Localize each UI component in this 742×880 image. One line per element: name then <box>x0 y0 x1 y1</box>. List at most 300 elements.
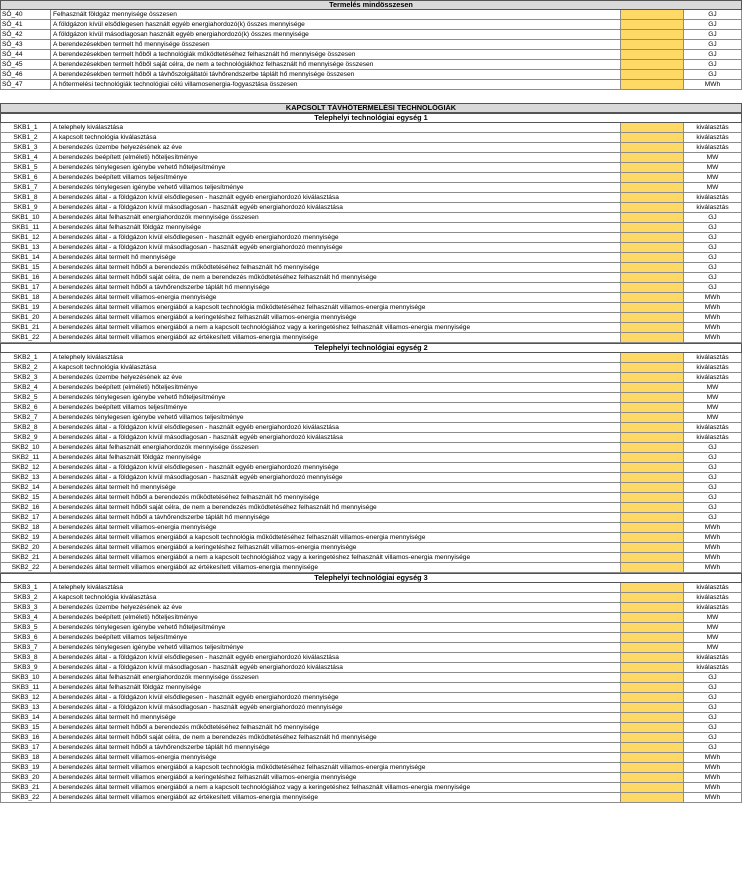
table-row <box>0 283 742 293</box>
row-description: A telephely kiválasztása <box>51 123 621 132</box>
table-row <box>0 633 742 643</box>
value-input-cell[interactable] <box>621 603 684 612</box>
table-row <box>0 30 742 40</box>
row-code: SKB1_18 <box>1 293 51 302</box>
table-row <box>0 423 742 433</box>
row-code: SKB2_19 <box>1 533 51 542</box>
value-input-cell[interactable] <box>621 193 684 202</box>
row-description: A berendezés által - a földgázon kívül elsődlegesen - használt egyéb energiahordozó mennyisége <box>51 233 621 242</box>
row-code: SKB1_11 <box>1 223 51 232</box>
value-input-cell[interactable] <box>621 643 684 652</box>
row-code: SKB2_10 <box>1 443 51 452</box>
row-unit: GJ <box>708 724 717 731</box>
row-code: SKB3_6 <box>1 633 51 642</box>
value-input-cell[interactable] <box>621 10 684 19</box>
value-input-cell[interactable] <box>621 763 684 772</box>
row-description: A földgázon kívül elsődlegesen használt egyéb energiahordozó(k) összes mennyisége <box>51 20 621 29</box>
table-row <box>0 203 742 213</box>
table-row <box>0 763 742 773</box>
value-input-cell[interactable] <box>621 453 684 462</box>
row-code: SKB2_3 <box>1 373 51 382</box>
row-description: A berendezés üzembe helyezésének az éve <box>51 143 621 152</box>
row-unit: MWh <box>704 764 721 771</box>
row-code: SKB2_12 <box>1 463 51 472</box>
value-input-cell[interactable] <box>621 303 684 312</box>
row-description: A berendezés által - a földgázon kívül másodlagosan - használt egyéb energiahordozó mennyisége <box>51 473 621 482</box>
value-input-cell[interactable] <box>621 723 684 732</box>
table-row <box>0 503 742 513</box>
row-description: A berendezés által - a földgázon kívül elsődlegesen - használt egyéb energiahordozó mennyisége <box>51 463 621 472</box>
table-row <box>0 273 742 283</box>
value-input-cell[interactable] <box>621 703 684 712</box>
row-description: A kapcsolt technológia kiválasztása <box>51 133 621 142</box>
table-row <box>0 473 742 483</box>
row-unit: MWh <box>704 554 721 561</box>
row-description: A berendezés beépített villamos teljesítménye <box>51 633 621 642</box>
row-unit: MWh <box>704 564 721 571</box>
value-input-cell[interactable] <box>621 40 684 49</box>
row-description: A berendezés ténylegesen igénybe vehető hőteljesítménye <box>51 393 621 402</box>
row-code: SKB2_17 <box>1 513 51 522</box>
value-input-cell[interactable] <box>621 653 684 662</box>
row-code: SKB2_16 <box>1 503 51 512</box>
row-description: A berendezés által termelt villamos energiából az értékesített villamos-energia mennyisége <box>51 333 621 342</box>
unit-title: Telephelyi technológiai egység 2 <box>0 343 742 353</box>
table-row <box>0 793 742 803</box>
row-unit: kiválasztás <box>696 124 729 131</box>
row-description: A berendezés által felhasznált energiahordozók mennyisége összesen <box>51 443 621 452</box>
row-description: A berendezés beépített (elméleti) hőteljesítménye <box>51 383 621 392</box>
row-code: SKB1_10 <box>1 213 51 222</box>
value-input-cell[interactable] <box>621 213 684 222</box>
value-input-cell[interactable] <box>621 713 684 722</box>
row-code: SKB3_2 <box>1 593 51 602</box>
table-row <box>0 733 742 743</box>
value-input-cell[interactable] <box>621 773 684 782</box>
row-unit: GJ <box>708 734 717 741</box>
row-description: Felhasznált földgáz mennyisége összesen <box>51 10 621 19</box>
value-input-cell[interactable] <box>621 80 684 89</box>
table-row <box>0 673 742 683</box>
value-input-cell[interactable] <box>621 463 684 472</box>
row-unit: GJ <box>708 274 717 281</box>
table-row <box>0 213 742 223</box>
row-description: A berendezés ténylegesen igénybe vehető villamos teljesítménye <box>51 643 621 652</box>
value-input-cell[interactable] <box>621 173 684 182</box>
table-row <box>0 40 742 50</box>
row-code: SKB3_5 <box>1 623 51 632</box>
row-description: A berendezés által - a földgázon kívül másodlagosan - használt egyéb energiahordozó mennyisége <box>51 243 621 252</box>
row-code: SKB3_19 <box>1 763 51 772</box>
row-unit: kiválasztás <box>696 604 729 611</box>
table-row <box>0 773 742 783</box>
row-description: A berendezés által - a földgázon kívül másodlagosan - használt egyéb energiahordozó mennyisége <box>51 703 621 712</box>
row-code: SKB2_1 <box>1 353 51 362</box>
row-code: SKB1_12 <box>1 233 51 242</box>
row-unit: kiválasztás <box>696 144 729 151</box>
value-input-cell[interactable] <box>621 243 684 252</box>
row-code: SKB3_8 <box>1 653 51 662</box>
value-input-cell[interactable] <box>621 133 684 142</box>
table-row <box>0 70 742 80</box>
row-unit: GJ <box>708 714 717 721</box>
row-code: SKB3_13 <box>1 703 51 712</box>
row-description: A berendezés által termelt villamos energiából a nem a kapcsolt technológiához vagy a keringetéshez felhasznált villamos-energia mennyisége <box>51 323 621 332</box>
row-description: A berendezés által termelt villamos energiából a nem a kapcsolt technológiához vagy a keringetéshez felhasznált villamos-energia mennyisége <box>51 553 621 562</box>
table-row <box>0 443 742 453</box>
row-unit: GJ <box>708 474 717 481</box>
table-row <box>0 20 742 30</box>
row-code: SKB3_20 <box>1 773 51 782</box>
value-input-cell[interactable] <box>621 583 684 592</box>
section-title-chp: KAPCSOLT TÁVHŐTERMELÉSI TECHNOLÓGIÁK <box>0 103 742 113</box>
table-row <box>0 753 742 763</box>
table-row <box>0 60 742 70</box>
row-unit: kiválasztás <box>696 654 729 661</box>
value-input-cell[interactable] <box>621 293 684 302</box>
row-code: SKB2_9 <box>1 433 51 442</box>
table-row <box>0 323 742 333</box>
row-code: SÖ_47 <box>1 80 51 89</box>
row-code: SÖ_45 <box>1 60 51 69</box>
value-input-cell[interactable] <box>621 20 684 29</box>
table-row <box>0 523 742 533</box>
row-unit: GJ <box>708 514 717 521</box>
table-row <box>0 543 742 553</box>
row-description: A hőtermelési technológiák technológiai célú villamosenergia-fogyasztása összesen <box>51 80 621 89</box>
row-code: SKB1_2 <box>1 133 51 142</box>
value-input-cell[interactable] <box>621 513 684 522</box>
value-input-cell[interactable] <box>621 593 684 602</box>
row-code: SKB1_3 <box>1 143 51 152</box>
row-unit: GJ <box>708 454 717 461</box>
row-unit: GJ <box>708 61 717 68</box>
row-code: SKB2_11 <box>1 453 51 462</box>
value-input-cell[interactable] <box>621 753 684 762</box>
value-input-cell[interactable] <box>621 323 684 332</box>
row-description: A berendezés által termelt hő mennyisége <box>51 483 621 492</box>
row-code: SKB3_15 <box>1 723 51 732</box>
row-unit: kiválasztás <box>696 374 729 381</box>
row-description: A berendezés által termelt hőből a távhőrendszerbe táplált hő mennyisége <box>51 743 621 752</box>
row-unit: GJ <box>708 264 717 271</box>
row-unit: MWh <box>704 774 721 781</box>
row-unit: MWh <box>704 334 721 341</box>
table-row <box>0 393 742 403</box>
table-row <box>0 413 742 423</box>
value-input-cell[interactable] <box>621 123 684 132</box>
row-description: A berendezés ténylegesen igénybe vehető hőteljesítménye <box>51 623 621 632</box>
value-input-cell[interactable] <box>621 50 684 59</box>
row-code: SKB1_15 <box>1 263 51 272</box>
table-row <box>0 583 742 593</box>
row-code: SÖ_42 <box>1 30 51 39</box>
value-input-cell[interactable] <box>621 283 684 292</box>
table-row <box>0 613 742 623</box>
row-code: SKB3_7 <box>1 643 51 652</box>
row-description: A berendezés által termelt hő mennyisége <box>51 713 621 722</box>
row-code: SKB2_4 <box>1 383 51 392</box>
unit-title: Telephelyi technológiai egység 1 <box>0 113 742 123</box>
value-input-cell[interactable] <box>621 563 684 572</box>
row-description: A berendezés által - a földgázon kívül másodlagosan - használt egyéb energiahordozó kiválasztása <box>51 663 621 672</box>
row-description: A berendezés által termelt villamos energiából az értékesített villamos-energia mennyisége <box>51 563 621 572</box>
row-code: SKB1_6 <box>1 173 51 182</box>
value-input-cell[interactable] <box>621 423 684 432</box>
row-code: SKB1_21 <box>1 323 51 332</box>
row-unit: MWh <box>704 294 721 301</box>
value-input-cell[interactable] <box>621 523 684 532</box>
row-unit: MWh <box>704 314 721 321</box>
row-code: SÖ_40 <box>1 10 51 19</box>
row-unit: MWh <box>704 324 721 331</box>
table-row <box>0 10 742 20</box>
table-row <box>0 303 742 313</box>
value-input-cell[interactable] <box>621 633 684 642</box>
value-input-cell[interactable] <box>621 743 684 752</box>
value-input-cell[interactable] <box>621 393 684 402</box>
table-row <box>0 463 742 473</box>
value-input-cell[interactable] <box>621 613 684 622</box>
row-code: SKB3_12 <box>1 693 51 702</box>
row-description: A földgázon kívül másodlagosan használt egyéb energiahordozó(k) összes mennyisége <box>51 30 621 39</box>
row-code: SKB1_20 <box>1 313 51 322</box>
row-unit: GJ <box>708 444 717 451</box>
row-unit: kiválasztás <box>696 194 729 201</box>
table-row <box>0 80 742 90</box>
row-unit: GJ <box>708 214 717 221</box>
row-code: SKB3_9 <box>1 663 51 672</box>
value-input-cell[interactable] <box>621 663 684 672</box>
row-description: A berendezés beépített villamos teljesítménye <box>51 173 621 182</box>
row-description: A berendezés ténylegesen igénybe vehető hőteljesítménye <box>51 163 621 172</box>
row-code: SKB2_8 <box>1 423 51 432</box>
value-input-cell[interactable] <box>621 183 684 192</box>
row-code: SKB3_10 <box>1 673 51 682</box>
table-row <box>0 693 742 703</box>
row-code: SKB3_18 <box>1 753 51 762</box>
row-description: A berendezés beépített villamos teljesítménye <box>51 403 621 412</box>
table-row <box>0 163 742 173</box>
row-unit: GJ <box>708 674 717 681</box>
value-input-cell[interactable] <box>621 353 684 362</box>
value-input-cell[interactable] <box>621 473 684 482</box>
row-description: A berendezés által - a földgázon kívül elsődlegesen - használt egyéb energiahordozó kiválasztása <box>51 423 621 432</box>
row-code: SKB1_14 <box>1 253 51 262</box>
row-description: A berendezés által termelt villamos energiából a nem a kapcsolt technológiához vagy a keringetéshez felhasznált villamos-energia mennyisége <box>51 783 621 792</box>
row-unit: GJ <box>708 254 717 261</box>
value-input-cell[interactable] <box>621 783 684 792</box>
value-input-cell[interactable] <box>621 503 684 512</box>
value-input-cell[interactable] <box>621 553 684 562</box>
value-input-cell[interactable] <box>621 30 684 39</box>
value-input-cell[interactable] <box>621 533 684 542</box>
row-unit: GJ <box>708 704 717 711</box>
value-input-cell[interactable] <box>621 543 684 552</box>
row-description: A berendezés által termelt hő mennyisége <box>51 253 621 262</box>
value-input-cell[interactable] <box>621 683 684 692</box>
row-code: SKB3_22 <box>1 793 51 802</box>
value-input-cell[interactable] <box>621 153 684 162</box>
table-row <box>0 50 742 60</box>
row-code: SÖ_41 <box>1 20 51 29</box>
value-input-cell[interactable] <box>621 253 684 262</box>
row-description: A berendezés ténylegesen igénybe vehető villamos teljesítménye <box>51 413 621 422</box>
row-code: SKB1_5 <box>1 163 51 172</box>
table-row <box>0 663 742 673</box>
row-description: A berendezés által felhasznált energiahordozók mennyisége összesen <box>51 673 621 682</box>
row-code: SKB3_16 <box>1 733 51 742</box>
table-row <box>0 563 742 573</box>
row-description: A berendezésekben termelt hőből a távhőszolgáltatói távhőrendszerbe táplált hő mennyisége összesen <box>51 70 621 79</box>
row-unit: MWh <box>704 544 721 551</box>
row-code: SKB1_8 <box>1 193 51 202</box>
row-unit: kiválasztás <box>696 134 729 141</box>
table-row <box>0 493 742 503</box>
row-unit: GJ <box>708 244 717 251</box>
row-code: SKB3_3 <box>1 603 51 612</box>
row-description: A berendezés által termelt hőből a berendezés működtetéséhez felhasznált hő mennyisége <box>51 493 621 502</box>
row-unit: kiválasztás <box>696 584 729 591</box>
value-input-cell[interactable] <box>621 70 684 79</box>
row-unit: GJ <box>708 464 717 471</box>
value-input-cell[interactable] <box>621 60 684 69</box>
table-row <box>0 403 742 413</box>
row-code: SÖ_43 <box>1 40 51 49</box>
row-unit: MWh <box>704 81 721 88</box>
row-description: A berendezésekben termelt hő mennyisége összesen <box>51 40 621 49</box>
row-description: A berendezés által - a földgázon kívül másodlagosan - használt egyéb energiahordozó kiválasztása <box>51 203 621 212</box>
value-input-cell[interactable] <box>621 623 684 632</box>
table-row <box>0 433 742 443</box>
value-input-cell[interactable] <box>621 313 684 322</box>
row-description: A berendezés által termelt hőből saját célra, de nem a berendezés működtetéséhez felhasznált hő mennyisége <box>51 503 621 512</box>
value-input-cell[interactable] <box>621 373 684 382</box>
row-code: SKB3_1 <box>1 583 51 592</box>
row-code: SÖ_44 <box>1 50 51 59</box>
value-input-cell[interactable] <box>621 163 684 172</box>
row-unit: GJ <box>708 31 717 38</box>
row-unit: kiválasztás <box>696 594 729 601</box>
table-row <box>0 783 742 793</box>
row-description: A berendezés által felhasznált földgáz mennyisége <box>51 453 621 462</box>
value-input-cell[interactable] <box>621 693 684 702</box>
row-unit: GJ <box>708 504 717 511</box>
row-unit: MWh <box>704 534 721 541</box>
row-unit: kiválasztás <box>696 364 729 371</box>
value-input-cell[interactable] <box>621 403 684 412</box>
row-code: SKB1_7 <box>1 183 51 192</box>
value-input-cell[interactable] <box>621 433 684 442</box>
row-description: A berendezés által termelt villamos-energia mennyisége <box>51 753 621 762</box>
row-code: SKB3_17 <box>1 743 51 752</box>
table-row <box>0 643 742 653</box>
row-unit: GJ <box>708 234 717 241</box>
row-description: A berendezés által termelt hőből a berendezés működtetéséhez felhasznált hő mennyisége <box>51 263 621 272</box>
row-description: A berendezés által felhasznált energiahordozók mennyisége összesen <box>51 213 621 222</box>
table-row <box>0 383 742 393</box>
row-unit: MW <box>706 384 719 391</box>
table-row <box>0 263 742 273</box>
value-input-cell[interactable] <box>621 233 684 242</box>
row-code: SKB2_22 <box>1 563 51 572</box>
value-input-cell[interactable] <box>621 493 684 502</box>
row-code: SÖ_46 <box>1 70 51 79</box>
row-description: A berendezés beépített (elméleti) hőteljesítménye <box>51 153 621 162</box>
row-code: SKB1_13 <box>1 243 51 252</box>
row-code: SKB2_20 <box>1 543 51 552</box>
row-code: SKB2_6 <box>1 403 51 412</box>
row-unit: MW <box>706 624 719 631</box>
table-row <box>0 173 742 183</box>
row-code: SKB1_17 <box>1 283 51 292</box>
table-row <box>0 593 742 603</box>
value-input-cell[interactable] <box>621 413 684 422</box>
row-code: SKB2_5 <box>1 393 51 402</box>
row-unit: GJ <box>708 21 717 28</box>
row-description: A berendezés által termelt villamos energiából a keringetéshez felhasznált villamos-energia mennyisége <box>51 543 621 552</box>
value-input-cell[interactable] <box>621 223 684 232</box>
row-description: A berendezés által - a földgázon kívül elsődlegesen - használt egyéb energiahordozó mennyisége <box>51 693 621 702</box>
value-input-cell[interactable] <box>621 733 684 742</box>
table-row <box>0 743 742 753</box>
value-input-cell[interactable] <box>621 383 684 392</box>
value-input-cell[interactable] <box>621 793 684 802</box>
value-input-cell[interactable] <box>621 363 684 372</box>
unit-title: Telephelyi technológiai egység 3 <box>0 573 742 583</box>
value-input-cell[interactable] <box>621 263 684 272</box>
value-input-cell[interactable] <box>621 143 684 152</box>
row-unit: GJ <box>708 484 717 491</box>
row-description: A berendezés beépített (elméleti) hőteljesítménye <box>51 613 621 622</box>
row-unit: MWh <box>704 754 721 761</box>
row-unit: MWh <box>704 304 721 311</box>
value-input-cell[interactable] <box>621 673 684 682</box>
table-row <box>0 293 742 303</box>
row-unit: MW <box>706 174 719 181</box>
row-description: A berendezés által termelt villamos energiából a keringetéshez felhasznált villamos-energia mennyisége <box>51 773 621 782</box>
row-unit: GJ <box>708 71 717 78</box>
row-description: A berendezés által termelt villamos-energia mennyisége <box>51 293 621 302</box>
row-description: A berendezés által termelt hőből a távhőrendszerbe táplált hő mennyisége <box>51 283 621 292</box>
row-description: A berendezés által - a földgázon kívül elsődlegesen - használt egyéb energiahordozó kiválasztása <box>51 193 621 202</box>
value-input-cell[interactable] <box>621 483 684 492</box>
row-unit: MW <box>706 184 719 191</box>
row-code: SKB2_18 <box>1 523 51 532</box>
row-description: A telephely kiválasztása <box>51 353 621 362</box>
table-row <box>0 713 742 723</box>
row-code: SKB2_2 <box>1 363 51 372</box>
row-unit: MW <box>706 414 719 421</box>
row-unit: MW <box>706 634 719 641</box>
value-input-cell[interactable] <box>621 203 684 212</box>
table-row <box>0 703 742 713</box>
row-code: SKB2_21 <box>1 553 51 562</box>
row-code: SKB2_13 <box>1 473 51 482</box>
row-description: A berendezés által termelt villamos energiából a kapcsolt technológia működtetéséhez felhasznált villamos-energia mennyisége <box>51 303 621 312</box>
table-row <box>0 193 742 203</box>
table-row <box>0 513 742 523</box>
table-row <box>0 253 742 263</box>
row-description: A kapcsolt technológia kiválasztása <box>51 593 621 602</box>
row-unit: MW <box>706 154 719 161</box>
row-unit: MW <box>706 404 719 411</box>
section-title-totals: Termelés mindösszesen <box>0 0 742 10</box>
value-input-cell[interactable] <box>621 333 684 342</box>
value-input-cell[interactable] <box>621 273 684 282</box>
value-input-cell[interactable] <box>621 443 684 452</box>
row-description: A berendezés által felhasznált földgáz mennyisége <box>51 223 621 232</box>
